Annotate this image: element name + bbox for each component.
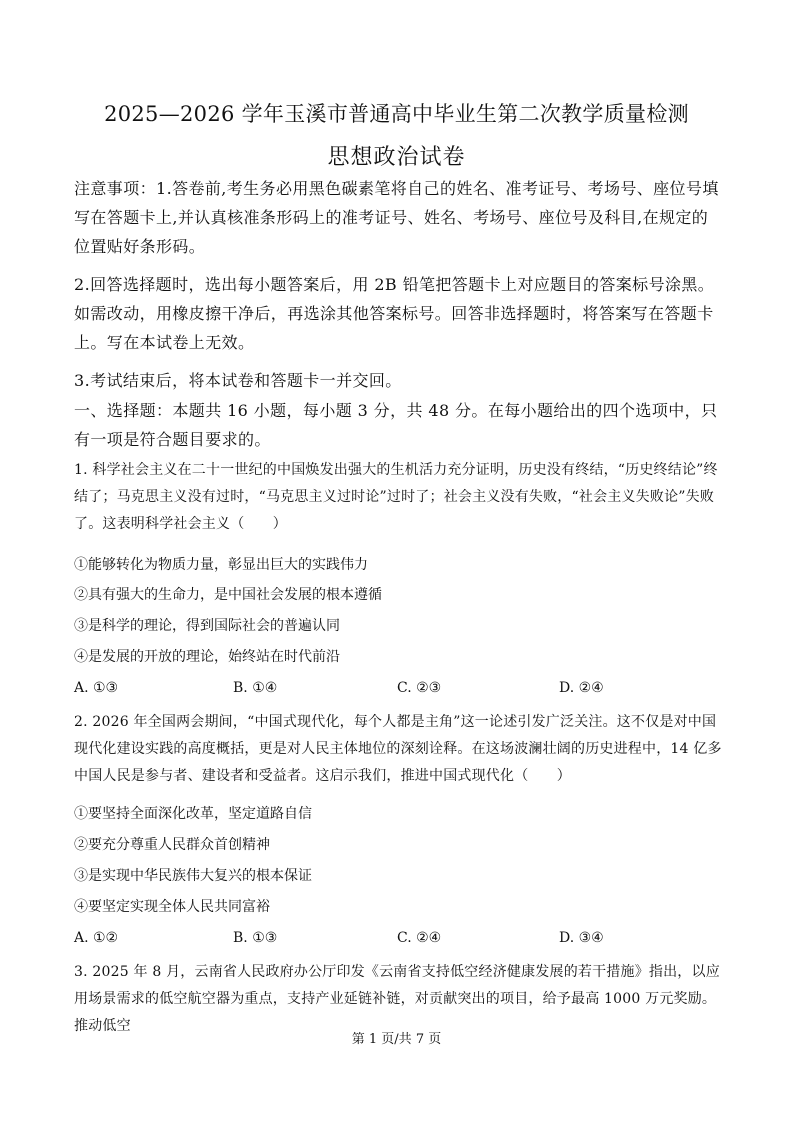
- question-1-choice-d: D. ②④: [559, 680, 604, 696]
- exam-subject: 思想政治试卷: [327, 145, 466, 170]
- question-3-stem: 3. 2025 年 8 月，云南省人民政府办公厅印发《云南省支持低空经济健康发展的若干措施》指出，以应用场景需求的低空航空器为重点，支持产业延链补链，对贡献突出的项目，给予最高 1000 万元奖励。推动低空: [74, 964, 720, 1034]
- question-1-choice-a: A. ①③: [74, 680, 119, 696]
- question-2-choice-c: C. ②④: [397, 930, 442, 946]
- question-2-choices: [74, 928, 724, 948]
- notice-item-2: 2.回答选择题时，选出每小题答案后，用 2B 铅笔把答题卡上对应题目的答案标号涂黑。如需改动，用橡皮擦干净后，再选涂其他答案标号。回答非选择题时，将答案写在答题卡上。写在本试卷上无效。: [74, 275, 715, 352]
- question-1-choices: [74, 678, 724, 698]
- question-1-choice-b: B. ①④: [233, 680, 278, 696]
- question-1-option-3: ③是科学的理论，得到国际社会的普遍认同: [74, 618, 340, 634]
- question-1-stem: 1. 科学社会主义在二十一世纪的中国焕发出强大的生机活力充分证明，历史没有终结，“历史终结论”终结了；马克思主义没有过时，“马克思主义过时论”过时了；社会主义没有失败，“社会主义失败论”失败了。这表明科学社会主义（ ）: [74, 462, 718, 532]
- question-1-option-4: ④是发展的开放的理论，始终站在时代前沿: [74, 649, 340, 665]
- question-2-option-2: ②要充分尊重人民群众首创精神: [74, 837, 270, 853]
- question-1-option-2: ②具有强大的生命力，是中国社会发展的根本遵循: [74, 587, 382, 603]
- question-2-choice-d: D. ③④: [559, 930, 604, 946]
- question-2-option-3: ③是实现中华民族伟大复兴的根本保证: [74, 868, 312, 884]
- question-2-stem: 2. 2026 年全国两会期间，“中国式现代化，每个人都是主角”这一论述引发广泛关注。这不仅是对中国现代化建设实践的高度概括，更是对人民主体地位的深刻诠释。在这场波澜壮阔的历史进程中，14 亿多中国人民是参与者、建设者和受益者。这启示我们，推进中国式现代化（ ）: [74, 714, 722, 784]
- question-1-option-1: ①能够转化为物质力量，彰显出巨大的实践伟力: [74, 557, 368, 573]
- section-heading: 一、选择题：本题共 16 小题，每小题 3 分，共 48 分。在每小题给出的四个选项中，只有一项是符合题目要求的。: [74, 401, 718, 449]
- question-2-choice-a: A. ①②: [74, 930, 119, 946]
- page-number: 第 1 页/共 7 页: [351, 1032, 442, 1047]
- exam-title: 2025—2026 学年玉溪市普通高中毕业生第二次教学质量检测: [104, 102, 689, 126]
- question-2-choice-b: B. ①③: [233, 930, 278, 946]
- question-1-choice-c: C. ②③: [397, 680, 442, 696]
- question-2-option-4: ④要坚定实现全体人民共同富裕: [74, 899, 270, 915]
- notice-item-3: 3.考试结束后，将本试卷和答题卡一并交回。: [74, 371, 402, 390]
- notice-item-1: 注意事项：1.答卷前,考生务必用黑色碳素笔将自己的姓名、准考证号、考场号、座位号填写在答题卡上,并认真核准条形码上的准考证号、姓名、考场号、座位号及科目,在规定的位置贴好条形码。: [74, 179, 719, 256]
- question-2-option-1: ①要坚持全面深化改革，坚定道路自信: [74, 806, 312, 822]
